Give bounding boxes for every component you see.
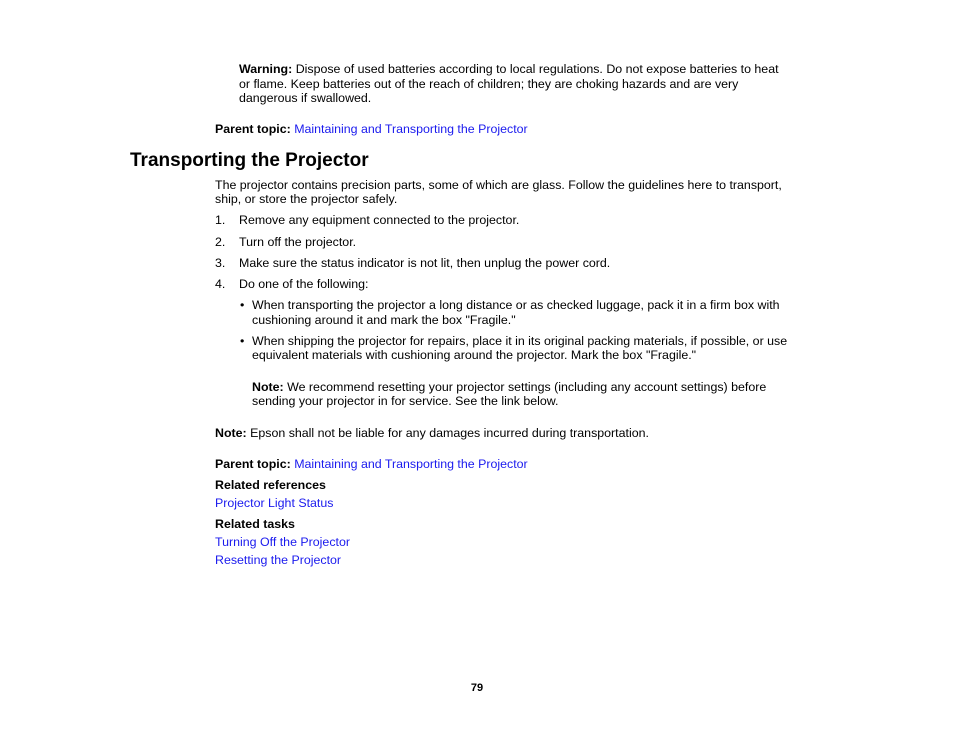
- warning-line-1: [239, 62, 779, 77]
- intro-text-1: The projector contains precision parts, some of which are glass. Follow the guidelines here to transport,: [215, 178, 782, 192]
- warning-label: Warning:: [239, 62, 293, 76]
- parent-topic-link[interactable]: Maintaining and Transporting the Projector: [294, 122, 528, 136]
- step-number: 2.: [215, 235, 226, 249]
- page-title: Transporting the Projector: [130, 150, 369, 171]
- related-task-link[interactable]: Resetting the Projector: [215, 553, 342, 567]
- note-inner-line-1: [252, 380, 766, 395]
- step-number: 1.: [215, 213, 226, 227]
- bullet-text: cushioning around it and mark the box "Fragile.": [252, 313, 516, 327]
- bullet-glyph: •: [240, 298, 245, 312]
- bullet-text: equivalent materials with cushioning around the projector. Mark the box "Fragile.": [252, 348, 697, 362]
- step-text: Make sure the status indicator is not lit, then unplug the power cord.: [239, 256, 611, 270]
- step-text: Remove any equipment connected to the projector.: [239, 213, 520, 227]
- parent-topic-2: [215, 457, 528, 472]
- warning-text-1: Dispose of used batteries according to local regulations. Do not expose batteries to heat: [295, 62, 779, 76]
- step-number: 3.: [215, 256, 226, 270]
- note-outer: [215, 426, 649, 441]
- parent-topic-1: [215, 122, 528, 137]
- step-number: 4.: [215, 277, 226, 291]
- related-references-heading: Related references: [215, 478, 326, 492]
- warning-text-2: or flame. Keep batteries out of the reach of children; they are choking hazards and are very: [239, 77, 739, 91]
- step-text: Do one of the following:: [239, 277, 369, 291]
- warning-text-3: dangerous if swallowed.: [239, 91, 372, 105]
- note-label: Note:: [215, 426, 247, 440]
- related-tasks-heading: Related tasks: [215, 517, 295, 531]
- parent-topic-label: Parent topic:: [215, 122, 291, 136]
- bullet-text: When shipping the projector for repairs, place it in its original packing materials, if possible, or use: [252, 334, 788, 348]
- parent-topic-label: Parent topic:: [215, 457, 291, 471]
- note-text: We recommend resetting your projector settings (including any account settings) before: [287, 380, 767, 394]
- related-reference-link[interactable]: Projector Light Status: [215, 496, 334, 510]
- note-label: Note:: [252, 380, 284, 394]
- parent-topic-link[interactable]: Maintaining and Transporting the Projector: [294, 457, 528, 471]
- note-text: Epson shall not be liable for any damages incurred during transportation.: [250, 426, 649, 440]
- intro-text-2: ship, or store the projector safely.: [215, 192, 398, 206]
- bullet-text: When transporting the projector a long distance or as checked luggage, pack it in a firm box with: [252, 298, 780, 312]
- step-text: Turn off the projector.: [239, 235, 357, 249]
- bullet-glyph: •: [240, 334, 245, 348]
- page-number: 79: [470, 682, 484, 694]
- note-inner-line-2: sending your projector in for service. See the link below.: [252, 394, 559, 408]
- related-task-link[interactable]: Turning Off the Projector: [215, 535, 350, 549]
